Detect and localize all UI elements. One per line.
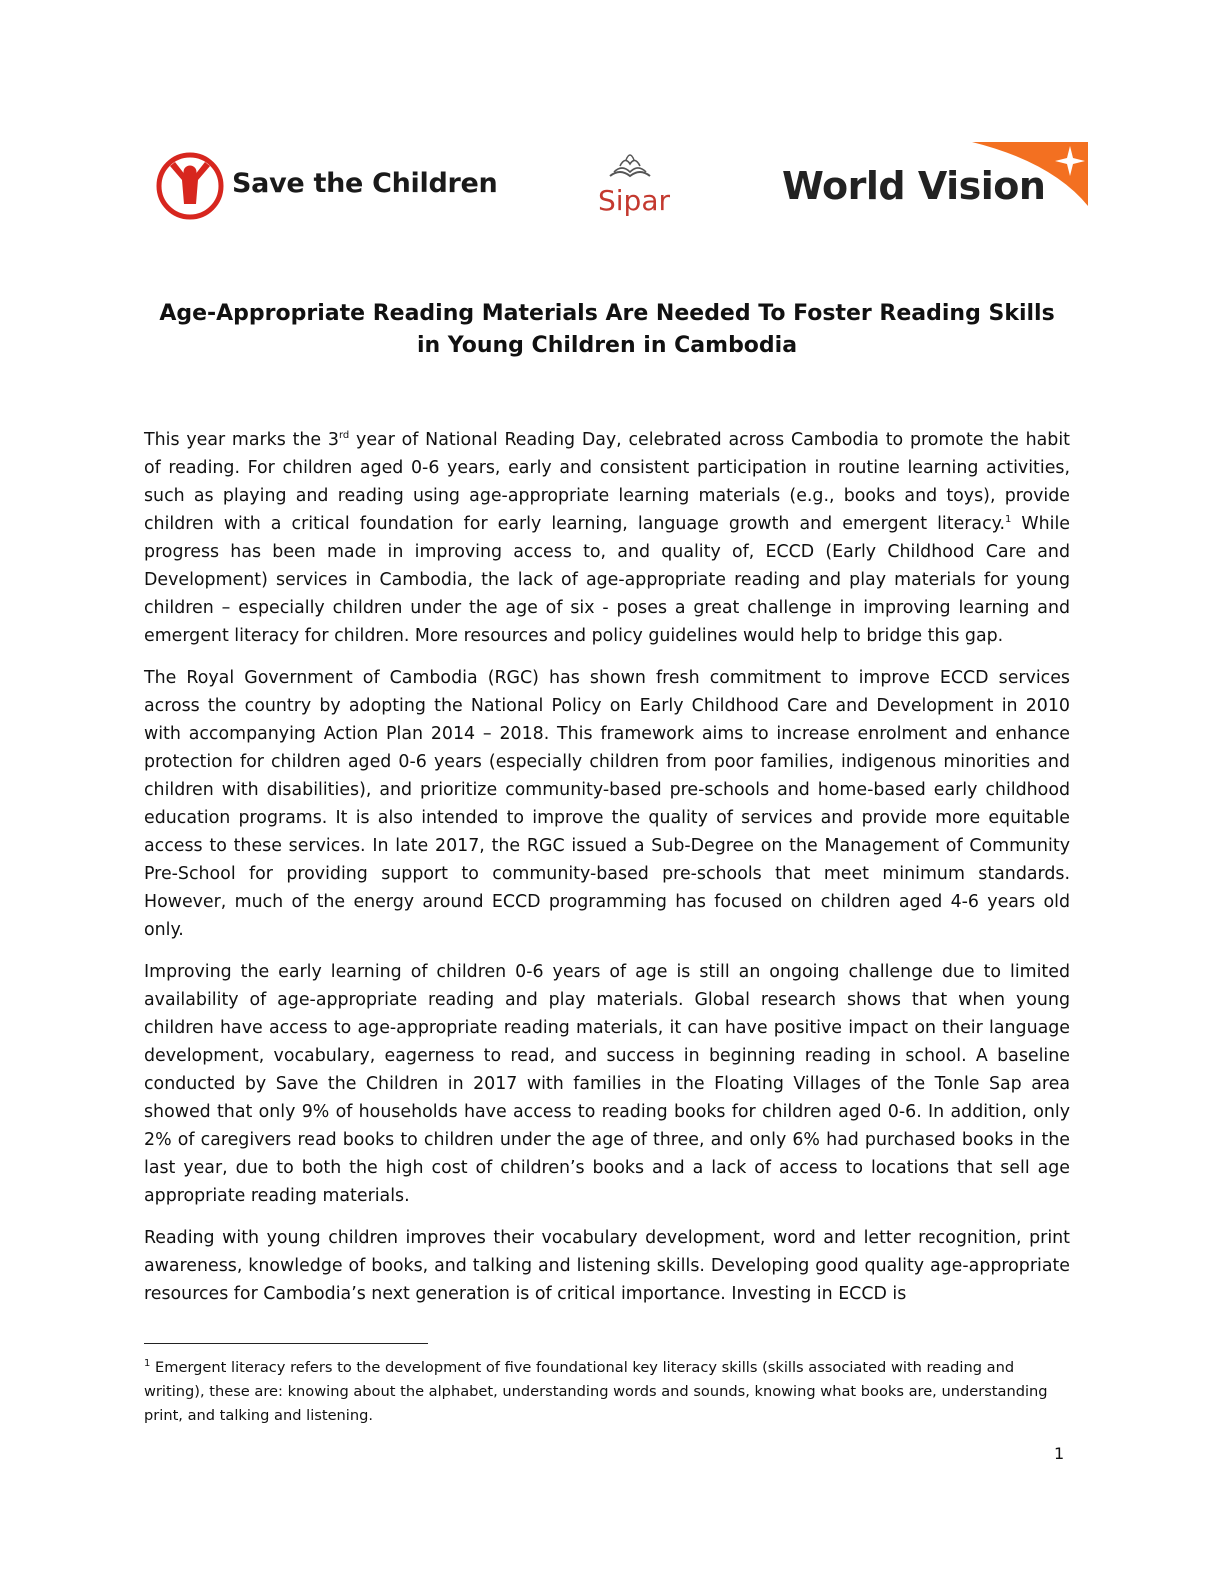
sipar-wordmark: Sipar (598, 184, 670, 217)
save-the-children-wordmark: Save the Children (232, 168, 498, 199)
paragraph-1 (144, 426, 1070, 650)
footnote-text: Emergent literacy refers to the development of five foundational key literacy skills (skills associated with reading and writing), these are: knowing about the alphabet, understanding words and sounds, knowing what books are, understanding print, and talking and listening. (144, 1359, 1048, 1424)
page-number: 1 (1054, 1444, 1065, 1463)
footnote (144, 1356, 1070, 1428)
footnote-marker: 1 (144, 1358, 151, 1370)
sipar-book-icon (580, 146, 680, 186)
paragraph-1-text-b: year of National Reading Day, celebrated across Cambodia to promote the habit of reading. For children aged 0-6 years, early and consistent participation in routine learning activities, such as playing and reading using age-appropriate learning materials (e.g., books and toys), provide children with a critical foundation for early learning, language growth and emergent literacy. (144, 430, 1070, 534)
paragraph-1-text-a: This year marks the 3 (144, 430, 339, 450)
paragraph-2: The Royal Government of Cambodia (RGC) has shown fresh commitment to improve ECCD services across the country by adopting the National Policy on Early Childhood Care and Development in 2010 with accompanying Action Plan 2014 – 2018. This framework aims to increase enrolment and enhance protection for children aged 0-6 years (especially children from poor families, indigenous minorities and children with disabilities), and prioritize community-based pre-schools and home-based early childhood education programs. It is also intended to improve the quality of services and provide more equitable access to these services. In late 2017, the RGC issued a Sub-Degree on the Management of Community Pre-School for providing support to community-based pre-schools that meet minimum standards. However, much of the energy around ECCD programming has focused on children aged 4-6 years old only. (144, 668, 1070, 940)
body-text (144, 426, 1070, 1322)
ordinal-superscript: rd (338, 430, 350, 442)
paragraph-1-text-c: While progress has been made in improving access to, and quality of, ECCD (Early Childhood Care and Development) services in Cambodia, the lack of age-appropriate reading and play materials for young children – especially children under the age of six - poses a great challenge in improving learning and emergent literacy for children. More resources and policy guidelines would help to bridge this gap. (144, 514, 1070, 646)
paragraph-4: Reading with young children improves their vocabulary development, word and letter recognition, print awareness, knowledge of books, and talking and listening skills. Developing good quality age-appropriate resources for Cambodia’s next generation is of critical importance. Investing in ECCD is (144, 1228, 1070, 1304)
logo-row (0, 0, 1224, 260)
page-title: Age-Appropriate Reading Materials Are Needed To Foster Reading Skills in Young Children in Cambodia (159, 301, 1055, 358)
sipar-logo (580, 146, 680, 232)
footnote-reference[interactable]: 1 (1004, 514, 1012, 526)
world-vision-logo (782, 142, 1092, 214)
footnote-divider (144, 1343, 428, 1344)
save-the-children-emblem-icon (156, 152, 224, 220)
paragraph-3: Improving the early learning of children 0-6 years of age is still an ongoing challenge due to limited availability of age-appropriate reading and play materials. Global research shows that when young children have access to age-appropriate reading materials, it can have positive impact on their language development, vocabulary, eagerness to read, and success in beginning reading in school. A baseline conducted by Save the Children in 2017 with families in the Floating Villages of the Tonle Sap area showed that only 9% of households have access to reading books for children aged 0-6. In addition, only 2% of caregivers read books to children under the age of three, and only 6% had purchased books in the last year, due to both the high cost of children’s books and a lack of access to locations that sell age appropriate reading materials. (144, 962, 1070, 1206)
save-the-children-logo (156, 152, 496, 224)
world-vision-wordmark: World Vision (782, 164, 1046, 208)
